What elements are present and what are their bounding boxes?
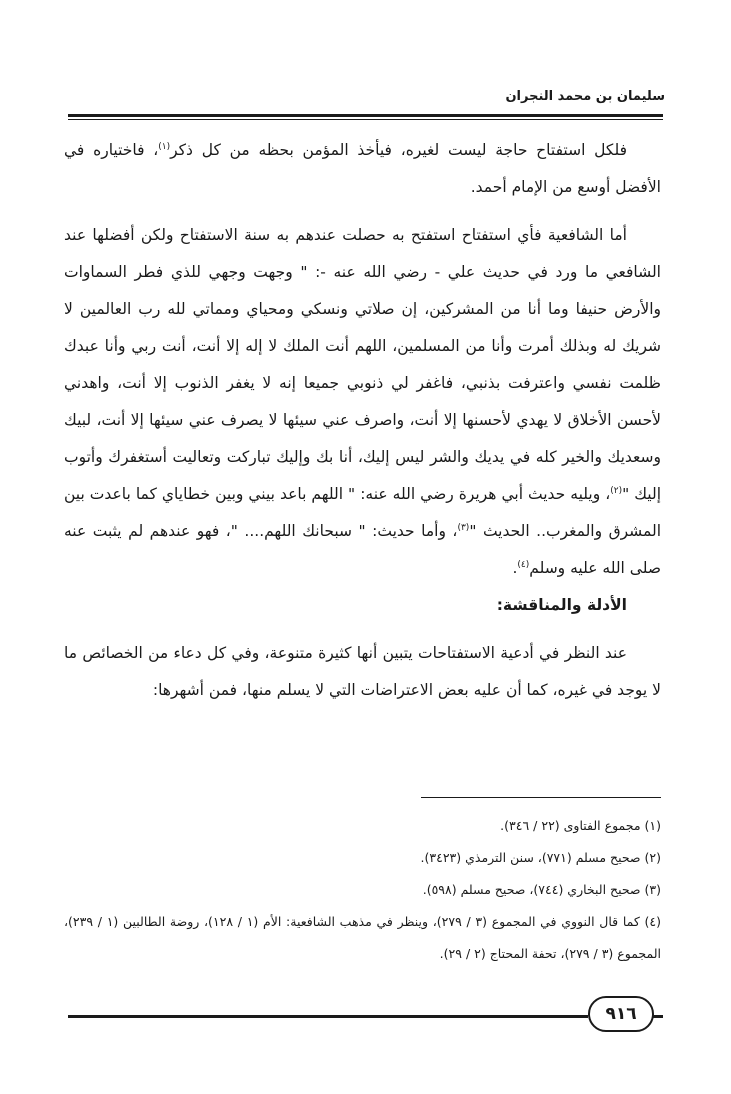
footnote-ref-3: (٣) [457, 522, 470, 533]
header-author-name: سليمان بن محمد النجران [505, 89, 665, 104]
paragraph-1-end: ، فاختياره في الأفضل أوسع من الإمام أحمد. [64, 141, 661, 196]
paragraph-2-text-a: أما الشافعية فأي استفتاح استفتح به حصلت عندهم به سنة الاستفتاح ولكن أفضلها عند الشافعي ما ورد في حديث علي - رضي الله عنه -: " وجهت وجهي للذي فطر السماوات والأرض حنيفا وما أنا من المشركين، إن صلاتي ونسكي ومحياي ومماتي لله رب العالمين لا شريك له وبذلك أمرت وأنا من المسلمين، اللهم أنت الملك لا إله إلا أنت، أنت ربي وأنا عبدك ظلمت نفسي واعترفت بذنبي، فاغفر لي ذنوبي جميعا إنه لا يغفر الذنوب إلا أنت، واهدني لأحسن الأخلاق لا يهدي لأحسنها إلا أنت، واصرف عني سيئها لا يصرف عني سيئها إلا أنت، لبيك وسعديك والخير كله في يديك والشر ليس إليك، أنا بك وإليك تباركت وتعاليت أستغفرك وأتوب إليك " [64, 226, 662, 503]
footnotes [64, 810, 661, 970]
paragraph-1-text: فلكل استفتاح حاجة ليست لغيره، فيأخذ المؤمن بحظه من كل ذكر [170, 141, 627, 159]
footnote-4: (٤) كما قال النووي في المجموع (٣ / ٢٧٩)، وينظر في مذهب الشافعية: الأم (١ / ١٢٨)، روضة الطالبين (١ / ٢٣٩)، المجموع (٣ / ٢٧٩)، تحفة المحتاج (٢ / ٢٩). [64, 914, 662, 961]
page-number: ٩١٦ [588, 996, 654, 1032]
paragraph-2 [64, 217, 661, 587]
footnote-2: (٢) صحيح مسلم (٧٧١)، سنن الترمذي (٣٤٢٣). [420, 850, 661, 865]
paragraph-3: عند النظر في أدعية الاستفتاحات يتبين أنها كثيرة متنوعة، وفي كل دعاء من الخصائص ما لا يوجد في غيره، كما أن عليه بعض الاعتراضات التي لا يسلم منها، فمن أشهرها: [64, 644, 661, 699]
footer-rule-end [653, 1015, 663, 1018]
paragraph-2-text-c: ، وأما حديث: " سبحانك اللهم.... "، فهو عندهم لم يثبت عنه صلى الله عليه وسلم [64, 522, 661, 577]
paragraph-2-end: . [512, 559, 518, 577]
footnote-separator [421, 797, 661, 798]
footnote-3: (٣) صحيح البخاري (٧٤٤)، صحيح مسلم (٥٩٨). [422, 882, 661, 897]
header-rule-thin [68, 119, 663, 120]
footer-rule [68, 1015, 588, 1018]
footnote-ref-4: (٤) [517, 559, 530, 570]
footnote-ref-2: (٢) [610, 485, 623, 496]
header-rule [68, 114, 663, 117]
footnote-ref-1: (١) [158, 141, 171, 152]
footnote-1: (١) مجموع الفتاوى (٢٢ / ٣٤٦). [500, 818, 661, 833]
section-heading: الأدلة والمناقشة: [496, 596, 627, 614]
paragraph-2-text-b: ، ويليه حديث أبي هريرة رضي الله عنه: " اللهم باعد بيني وبين خطاياي كما باعدت بين المشرق والمغرب.. الحديث " [64, 485, 661, 540]
paragraph-1 [64, 132, 661, 206]
main-text [64, 132, 661, 709]
